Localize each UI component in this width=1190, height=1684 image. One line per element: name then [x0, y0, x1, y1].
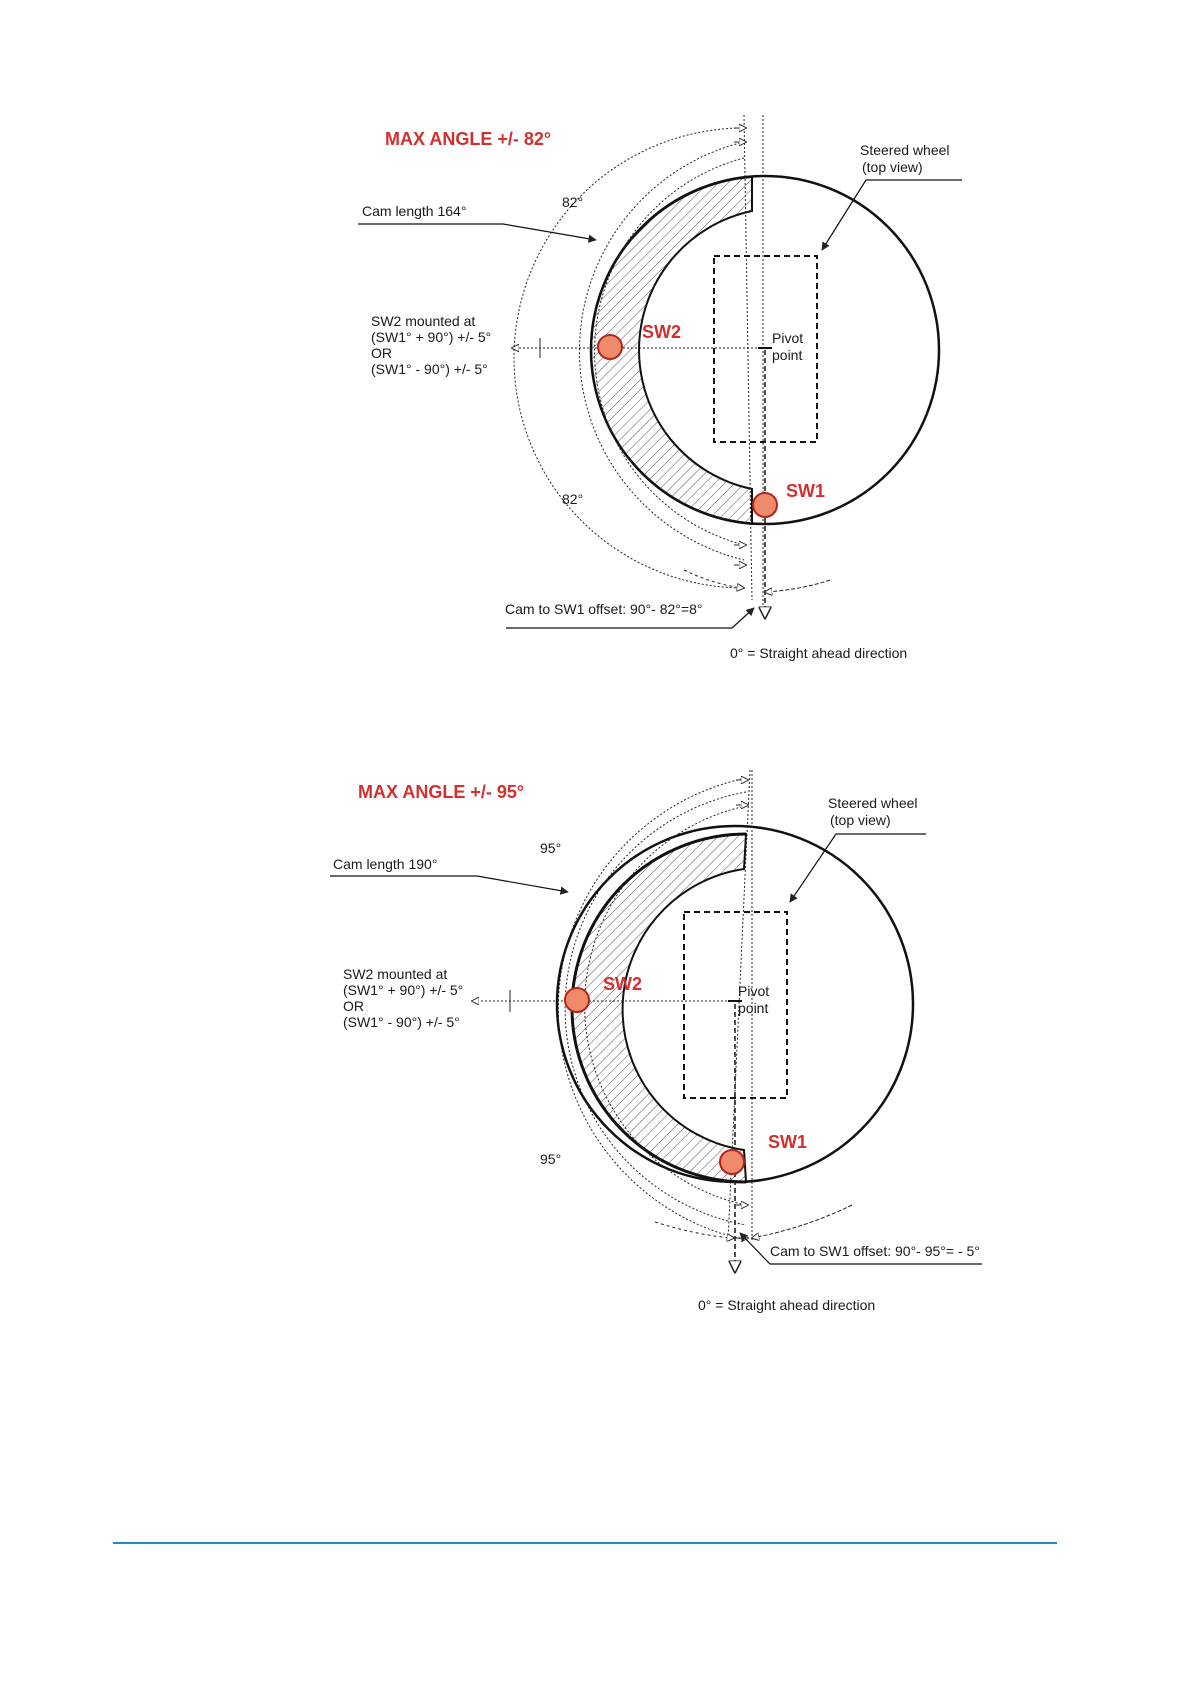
sw2-mounting-line-1: SW2 mounted at: [343, 966, 448, 982]
steered-wheel-label-2: (top view): [862, 159, 923, 175]
sw2-mounting-line-2: (SW1° + 90°) +/- 5°: [343, 982, 464, 998]
sw2-mounting-line-4: (SW1° - 90°) +/- 5°: [371, 361, 488, 377]
sw1-switch: [753, 493, 777, 517]
sw2-label: SW2: [603, 974, 643, 994]
angle-top-label: 82°: [562, 194, 584, 210]
sw2-mounting-line-1: SW2 mounted at: [371, 313, 476, 329]
sw2-mounting-line-4: (SW1° - 90°) +/- 5°: [343, 1014, 460, 1030]
sw2-switch: [565, 988, 589, 1012]
sw2-mounting-line-3: OR: [343, 998, 364, 1014]
sw2-label: SW2: [642, 322, 682, 342]
angle-top-label: 95°: [540, 840, 562, 856]
pivot-label-1: Pivot: [772, 330, 804, 346]
pivot-label-2: point: [738, 1000, 769, 1016]
sw1-label: SW1: [768, 1132, 808, 1152]
diagram-82: [358, 115, 962, 661]
pivot-label-2: point: [772, 347, 803, 363]
cam-length-label: Cam length 190°: [333, 856, 438, 872]
sw2-mounting-line-2: (SW1° + 90°) +/- 5°: [371, 329, 492, 345]
cam-length-leader: [330, 876, 568, 892]
sw2-mounting-line-3: OR: [371, 345, 392, 361]
offset-arc-right: [765, 580, 830, 592]
offset-label: Cam to SW1 offset: 90°- 82°=8°: [505, 601, 703, 617]
offset-label: Cam to SW1 offset: 90°- 95°= - 5°: [770, 1243, 980, 1259]
offset-arc-right: [752, 1205, 852, 1238]
cam-length-label: Cam length 164°: [362, 203, 467, 219]
steered-wheel-leader: [822, 180, 962, 250]
angle-bottom-label: 82°: [562, 491, 584, 507]
steered-wheel-label-2: (top view): [830, 812, 891, 828]
diagram-title: MAX ANGLE +/- 82°: [385, 129, 552, 149]
offset-arc-left: [684, 570, 744, 588]
sw2-switch: [598, 335, 622, 359]
straight-ahead-label: 0° = Straight ahead direction: [730, 645, 908, 661]
sw1-label: SW1: [786, 481, 826, 501]
cam-ring: [572, 834, 746, 1182]
diagram-95: [330, 770, 982, 1313]
angle-bottom-label: 95°: [540, 1151, 562, 1167]
steered-wheel-label-1: Steered wheel: [828, 795, 918, 811]
offset-arc-left: [655, 1222, 734, 1238]
footer-rule: [113, 1542, 1057, 1544]
sw1-switch: [720, 1150, 744, 1174]
pivot-label-1: Pivot: [738, 983, 770, 999]
diagram-title: MAX ANGLE +/- 95°: [358, 782, 525, 802]
straight-ahead-label: 0° = Straight ahead direction: [698, 1297, 876, 1313]
steered-wheel-leader: [790, 834, 926, 902]
cam-length-leader: [358, 224, 596, 240]
steered-wheel-label-1: Steered wheel: [860, 142, 950, 158]
